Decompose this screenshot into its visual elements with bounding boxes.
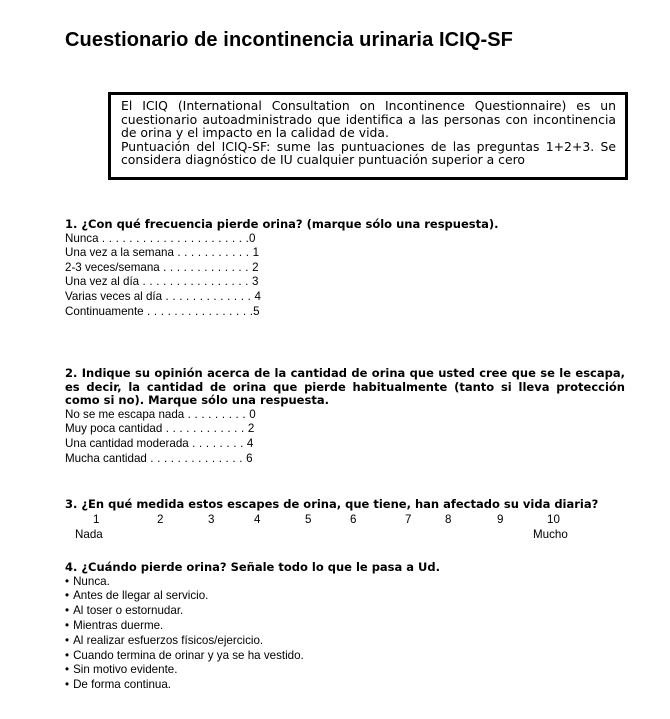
- list-item[interactable]: • Al realizar esfuerzos físicos/ejercicio.: [65, 634, 625, 649]
- list-item[interactable]: • De forma continua.: [65, 678, 625, 693]
- answer-option[interactable]: Una vez a la semana . . . . . . . . . . . 1: [65, 246, 260, 260]
- score-value: 0: [249, 231, 256, 245]
- scale-value-5[interactable]: 5: [305, 512, 312, 526]
- intro-box: [108, 92, 628, 180]
- scale-value-9[interactable]: 9: [497, 512, 504, 526]
- scale-min-label: Nada: [75, 527, 103, 541]
- score-value: 5: [253, 304, 260, 318]
- list-item[interactable]: • Al toser o estornudar.: [65, 604, 625, 619]
- score-value: 6: [246, 451, 253, 465]
- answer-option[interactable]: No se me escapa nada . . . . . . . . . 0: [65, 407, 256, 421]
- score-value: 1: [252, 246, 260, 260]
- score-value: 4: [254, 289, 261, 303]
- question-1-title: 1. ¿Con qué frecuencia pierde orina? (marque sólo una respuesta).: [65, 217, 499, 231]
- scale-value-6[interactable]: 6: [350, 512, 357, 526]
- answer-option[interactable]: Varias veces al día . . . . . . . . . . . . . 4: [65, 289, 261, 303]
- score-value: 2: [247, 422, 255, 436]
- page-title: Cuestionario de incontinencia urinaria ICIQ-SF: [65, 29, 513, 51]
- scale-value-1[interactable]: 1: [93, 512, 100, 526]
- answer-option[interactable]: Una cantidad moderada . . . . . . . . 4: [65, 436, 254, 450]
- question-1-options: [65, 232, 625, 320]
- answer-option[interactable]: Muy poca cantidad . . . . . . . . . . . . 2: [65, 422, 255, 436]
- question-4-title: 4. ¿Cuándo pierde orina? Señale todo lo que le pasa a Ud.: [65, 560, 440, 574]
- list-item[interactable]: • Mientras duerme.: [65, 619, 625, 634]
- question-2-options: [65, 408, 625, 466]
- answer-option[interactable]: Nunca . . . . . . . . . . . . . . . . . . . . . .0: [65, 231, 256, 245]
- question-3: [65, 498, 625, 542]
- question-2: [65, 367, 625, 466]
- scale-value-7[interactable]: 7: [405, 512, 412, 526]
- list-item[interactable]: • Antes de llegar al servicio.: [65, 589, 625, 604]
- intro-paragraph: El ICIQ (International Consultation on Incontinence Questionnaire) es un cuestionario autoadministrado que identifica a las personas con incontinencia de orina y el impacto en la calidad de vida.: [121, 98, 616, 141]
- answer-option[interactable]: Mucha cantidad . . . . . . . . . . . . . . 6: [65, 451, 253, 465]
- scale-value-10[interactable]: 10: [547, 512, 560, 526]
- score-value: 3: [252, 275, 259, 289]
- list-item[interactable]: • Sin motivo evidente.: [65, 663, 625, 678]
- question-1: [65, 218, 625, 319]
- question-2-title: 2. Indique su opinión acerca de la cantidad de orina que usted cree que se le escapa, es decir, la cantidad de orina que pierde habitualmente (tanto si lleva protección como si no). Marque sólo una respuesta.: [65, 366, 625, 408]
- score-value: 4: [246, 436, 254, 450]
- score-value: 2: [252, 260, 259, 274]
- list-item[interactable]: • Cuando termina de orinar y ya se ha vestido.: [65, 649, 625, 664]
- scoring-note: Puntuación del ICIQ-SF: sume las puntuaciones de las preguntas 1+2+3. Se considera diagnóstico de IU cualquier puntuación superior a cero: [121, 138, 616, 168]
- answer-option[interactable]: 2-3 veces/semana . . . . . . . . . . . . . 2: [65, 260, 259, 274]
- scale-value-4[interactable]: 4: [254, 512, 261, 526]
- list-item[interactable]: • Nunca.: [65, 575, 625, 590]
- impact-scale: [65, 512, 625, 542]
- answer-option[interactable]: Continuamente . . . . . . . . . . . . . . . .5: [65, 304, 260, 318]
- scale-max-label: Mucho: [533, 527, 568, 541]
- scale-value-8[interactable]: 8: [445, 512, 452, 526]
- answer-option[interactable]: Una vez al día . . . . . . . . . . . . . . . . 3: [65, 275, 259, 289]
- score-value: 0: [249, 407, 256, 421]
- scale-value-3[interactable]: 3: [208, 512, 215, 526]
- scale-value-2[interactable]: 2: [157, 512, 164, 526]
- question-3-title: 3. ¿En qué medida estos escapes de orina, que tiene, han afectado su vida diaria?: [65, 497, 599, 511]
- question-4: [65, 561, 625, 693]
- question-4-options: [65, 575, 625, 693]
